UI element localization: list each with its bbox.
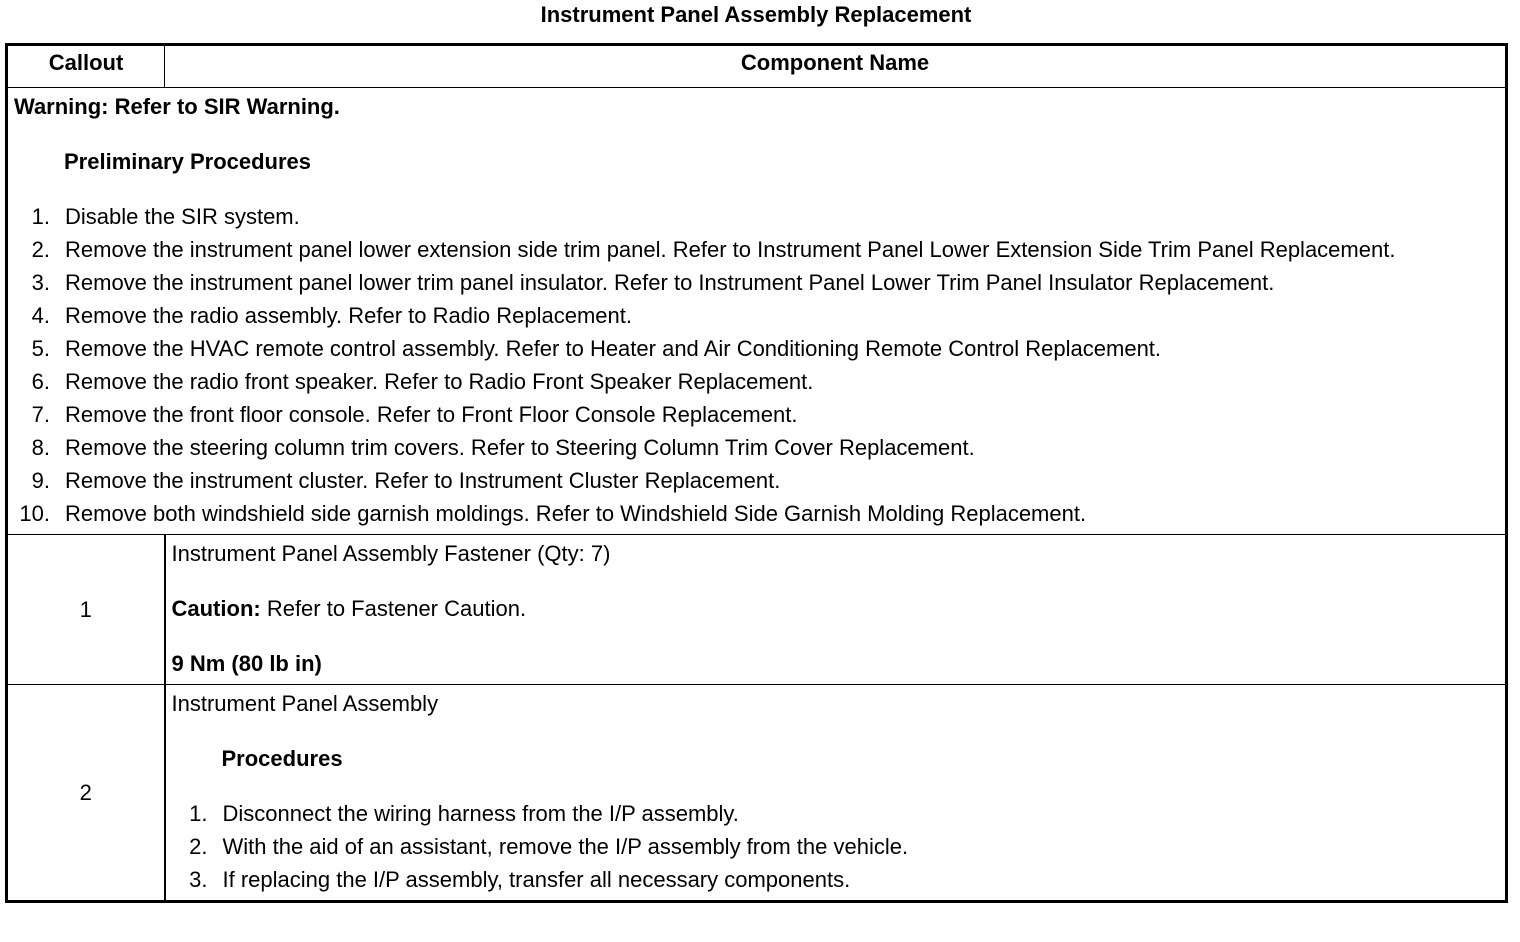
list-item [14,464,1505,497]
header-component-name: Component Name [165,45,1507,88]
step-text: Remove both windshield side garnish moldings. Refer to Windshield Side Garnish Molding Replacement. [65,501,1087,526]
component-name: Instrument Panel Assembly [171,691,439,716]
component-cell [165,685,1507,902]
caution-note [172,592,1500,625]
list-item [14,233,1505,266]
step-number: 4. [31,303,50,328]
component-cell [165,535,1507,685]
caution-text: Refer to Fastener Caution. [260,596,527,621]
table-row [7,535,1507,685]
step-number: 2. [31,237,50,262]
step-text: Remove the HVAC remote control assembly. Refer to Heater and Air Conditioning Remote Control Replacement. [65,336,1162,361]
step-text: Remove the instrument cluster. Refer to Instrument Cluster Replacement. [65,468,781,493]
preliminary-row [7,88,1507,535]
step-number: 1. [189,801,208,826]
step-number: 5. [31,336,50,361]
procedures-heading: Procedures [221,746,343,771]
step-number: 10. [19,501,50,526]
step-text: If replacing the I/P assembly, transfer all necessary components. [222,867,851,892]
torque-spec: 9 Nm (80 lb in) [171,651,322,676]
caution-label: Caution: [171,596,261,621]
header-row [7,45,1507,88]
callout-number: 1 [7,535,165,685]
list-item [14,332,1505,365]
procedure-table [5,43,1508,903]
step-text: Remove the radio assembly. Refer to Radio Replacement. [65,303,632,328]
step-number: 3. [189,867,208,892]
list-item [14,398,1505,431]
list-item [14,497,1505,530]
header-callout: Callout [7,45,165,88]
table-row [7,685,1507,902]
step-number: 7. [31,402,50,427]
step-text: Remove the front floor console. Refer to Front Floor Console Replacement. [65,402,798,427]
list-item [14,266,1505,299]
step-number: 9. [31,468,50,493]
step-number: 2. [189,834,208,859]
list-item [14,365,1505,398]
list-item [172,830,1500,863]
step-number: 6. [31,369,50,394]
list-item [172,797,1500,830]
step-text: Remove the instrument panel lower extension side trim panel. Refer to Instrument Panel Lower Extension Side Trim Panel Replacement. [65,237,1396,262]
step-number: 3. [31,270,50,295]
step-text: Remove the instrument panel lower trim panel insulator. Refer to Instrument Panel Lower Trim Panel Insulator Replacement. [65,270,1275,295]
preliminary-steps [14,200,1505,530]
step-text: Remove the radio front speaker. Refer to Radio Front Speaker Replacement. [65,369,814,394]
list-item [14,200,1505,233]
callout-number: 2 [7,685,165,902]
step-text: With the aid of an assistant, remove the I/P assembly from the vehicle. [222,834,909,859]
sir-warning: Warning: Refer to SIR Warning. [14,94,340,119]
step-text: Disconnect the wiring harness from the I/P assembly. [222,801,739,826]
step-number: 8. [31,435,50,460]
component-name: Instrument Panel Assembly Fastener (Qty: 7) [171,541,611,566]
step-number: 1. [31,204,50,229]
preliminary-cell [7,88,1507,535]
list-item [172,863,1500,896]
page-title: Instrument Panel Assembly Replacement [540,2,972,27]
procedure-steps [172,797,1500,896]
preliminary-heading: Preliminary Procedures [64,149,312,174]
list-item [14,431,1505,464]
step-text: Remove the steering column trim covers. Refer to Steering Column Trim Cover Replacement. [65,435,975,460]
step-text: Disable the SIR system. [65,204,300,229]
list-item [14,299,1505,332]
